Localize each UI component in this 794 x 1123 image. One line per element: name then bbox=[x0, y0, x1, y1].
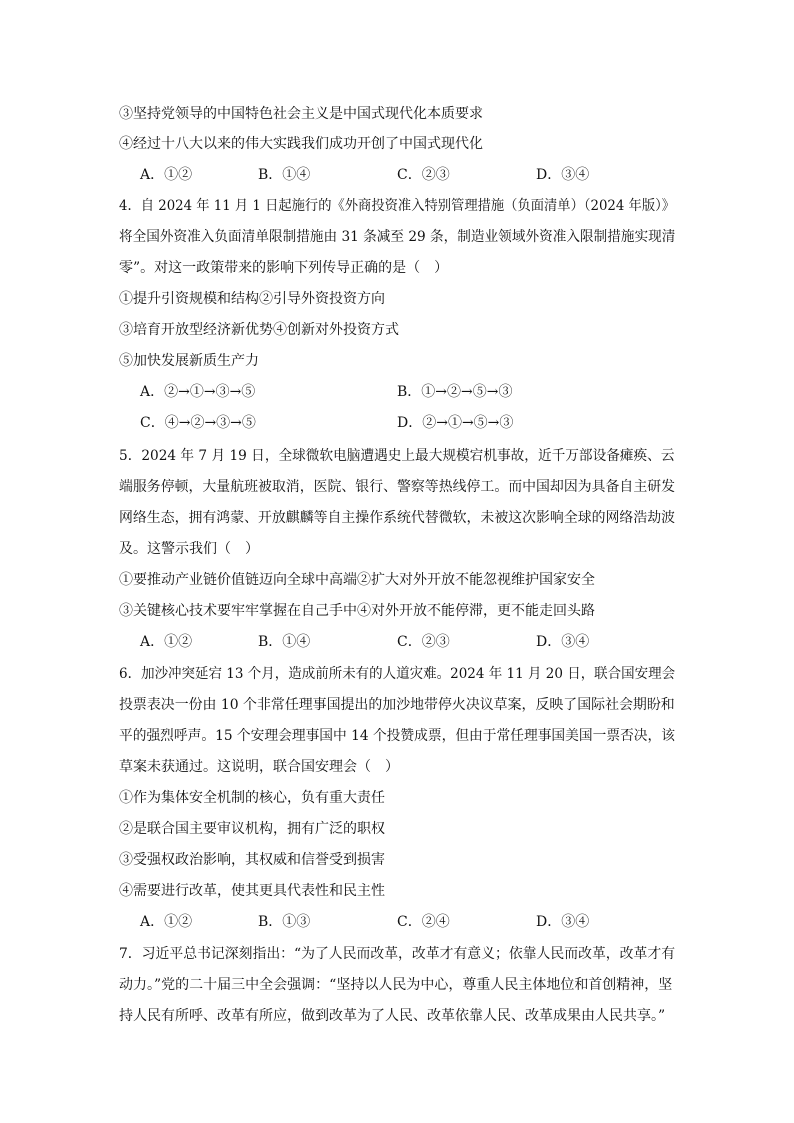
q5-item-line-2: ③关键核心技术要牢牢掌握在自己手中④对外开放不能停滞，更不能走回头路 bbox=[119, 603, 595, 619]
q4-stem-line-3: 零”。对这一政策带来的影响下列传导正确的是（ ） bbox=[119, 260, 449, 276]
q6-item-3: ③受强权政治影响，其权威和信誉受到损害 bbox=[119, 852, 385, 868]
q5-option-d: D．③④ bbox=[536, 634, 590, 650]
q4-option-c: C．④→②→③→⑤ bbox=[140, 415, 256, 431]
q6-option-d: D．③④ bbox=[536, 914, 590, 930]
q6-stem-line-1: 6．加沙冲突延宕 13 个月，造成前所未有的人道灾难。2024 年 11 月 20 日，联合国安理会 bbox=[119, 666, 676, 682]
q3-option-a: A．①② bbox=[140, 167, 193, 183]
q6-stem-line-2: 投票表决一份由 10 个非常任理事国提出的加沙地带停火决议草案，反映了国际社会期盼和 bbox=[119, 697, 675, 713]
q7-stem-line-3: 持人民有所呼、改革有所应，做到改革为了人民、改革依靠人民、改革成果由人民共享。” bbox=[119, 1008, 666, 1024]
q3-option-c: C．②③ bbox=[397, 167, 450, 183]
q4-item-line-3: ⑤加快发展新质生产力 bbox=[119, 353, 259, 369]
q4-stem-line-2: 将全国外资准入负面清单限制措施由 31 条减至 29 条，制造业领域外资准入限制措施实现清 bbox=[119, 229, 676, 245]
q5-stem-line-4: 及。这警示我们（ ） bbox=[119, 541, 259, 557]
q4-item-line-2: ③培育开放型经济新优势④创新对外投资方式 bbox=[119, 322, 399, 338]
q6-stem-line-4: 草案未获通过。这说明，联合国安理会（ ） bbox=[119, 759, 399, 775]
q6-option-c: C．②④ bbox=[397, 914, 450, 930]
q5-item-line-1: ①要推动产业链价值链迈向全球中高端②扩大对外开放不能忽视维护国家安全 bbox=[119, 572, 595, 588]
q7-stem-line-2: 动力。”党的二十届三中全会强调：“坚持以人民为中心，尊重人民主体地位和首创精神，坚 bbox=[119, 977, 673, 993]
q6-option-a: A．①② bbox=[140, 914, 193, 930]
q7-stem-line-1: 7．习近平总书记深刻指出：“为了人民而改革，改革才有意义；依靠人民而改革，改革才有 bbox=[119, 946, 676, 962]
q6-option-b: B．①③ bbox=[258, 914, 311, 930]
q6-item-2: ②是联合国主要审议机构，拥有广泛的职权 bbox=[119, 821, 385, 837]
q3-option-d: D．③④ bbox=[536, 167, 590, 183]
q3-option-b: B．①④ bbox=[258, 167, 311, 183]
q5-option-a: A．①② bbox=[140, 634, 193, 650]
q6-item-4: ④需要进行改革，使其更具代表性和民主性 bbox=[119, 883, 385, 899]
q5-option-b: B．①④ bbox=[258, 634, 311, 650]
q5-stem-line-3: 网络生态，拥有鸿蒙、开放麒麟等自主操作系统代替微软，未被这次影响全球的网络浩劫波 bbox=[119, 510, 676, 526]
q5-stem-line-1: 5．2024 年 7 月 19 日，全球微软电脑遭遇史上最大规模宕机事故，近千万部设备瘫痪、云 bbox=[119, 448, 675, 464]
q3-statement-3: ③坚持党领导的中国特色社会主义是中国式现代化本质要求 bbox=[119, 106, 483, 122]
q6-item-1: ①作为集体安全机制的核心，负有重大责任 bbox=[119, 790, 385, 806]
q4-stem-line-1: 4．自 2024 年 11 月 1 日起施行的《外商投资准入特别管理措施（负面清单）（2024 年版）》 bbox=[119, 198, 676, 214]
q6-stem-line-3: 平的强烈呼声。15 个安理会理事国中 14 个投赞成票，但由于常任理事国美国一票否决，该 bbox=[119, 728, 675, 744]
q3-statement-4: ④经过十八大以来的伟大实践我们成功开创了中国式现代化 bbox=[119, 136, 483, 152]
q4-item-line-1: ①提升引资规模和结构②引导外资投资方向 bbox=[119, 291, 385, 307]
q5-option-c: C．②③ bbox=[397, 634, 450, 650]
q5-stem-line-2: 端服务停顿，大量航班被取消，医院、银行、警察等热线停工。而中国却因为具备自主研发 bbox=[119, 479, 676, 495]
q4-option-d: D．②→①→⑤→③ bbox=[397, 415, 514, 431]
q4-option-b: B．①→②→⑤→③ bbox=[397, 384, 513, 400]
q4-option-a: A．②→①→③→⑤ bbox=[140, 384, 256, 400]
